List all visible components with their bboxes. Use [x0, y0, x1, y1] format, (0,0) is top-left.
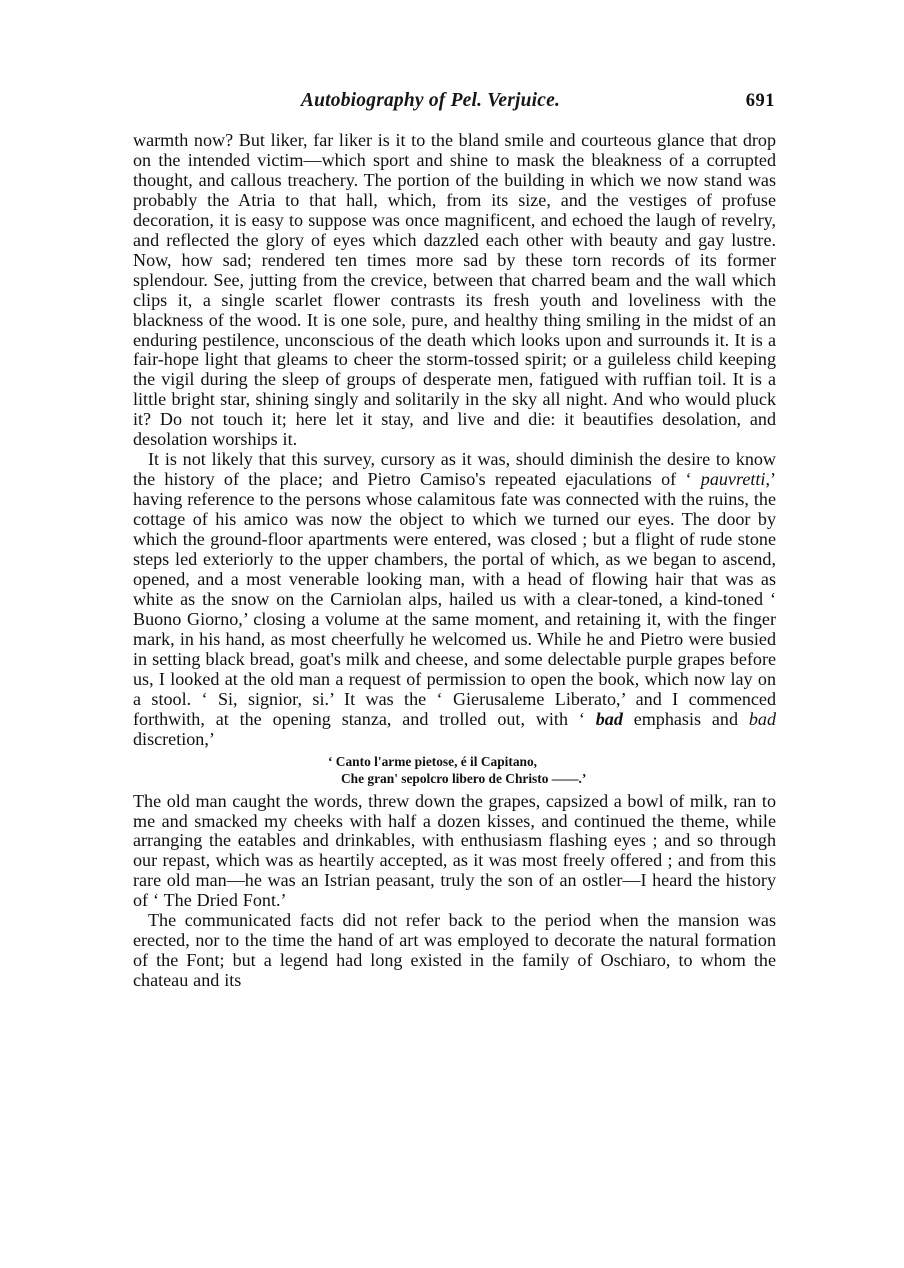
paragraph-2 [133, 450, 776, 749]
paragraph-2-text-a: It is not likely that this survey, cursory as it was, should diminish the desire to know the history of the place; and Pietro Camiso's repeated ejaculations of ‘ [133, 449, 776, 490]
verse-line-2: Che gran' sepolcro libero de Christo ——.’ [341, 771, 587, 787]
paragraph-1-text: warmth now? But liker, far liker is it to the bland smile and courteous glance that drop on the intended victim—which sport and shine to mask the bleakness of a corrupted thought, and callous treachery. The portion of the building in which we now stand was probably the Atria to that hall, which, from its size, and the vestiges of profuse decoration, it is easy to suppose was once magnificent, and echoed the laugh of revelry, and reflected the glory of eyes which dazzled each other with beauty and gay lustre. Now, how sad; rendered ten times more sad by these torn records of its former splendour. See, jutting from the crevice, between that charred beam and the wall which clips it, a single scarlet flower contrasts its fresh youth and loveliness with the blackness of the wood. It is one sole, pure, and healthy thing smiling in the midst of an enduring pestilence, unconscious of the death which looks upon and surrounds it. It is a fair-hope light that gleams to cheer the storm-tossed spirit; or a guileless child keeping the vigil during the sleep of groups of desperate men, fatigued with ruffian toil. It is a little bright star, shining singly and solitarily in the sky all night. And who would pluck it? Do not touch it; here let it stay, and live and die: it beautifies desolation, and desolation worships it. [133, 130, 776, 450]
paragraph-1 [133, 131, 776, 450]
running-head [133, 90, 775, 120]
verse-quotation [133, 750, 776, 792]
page-number: 691 [745, 91, 775, 111]
italic-word-bad-2: bad [748, 708, 777, 729]
paragraph-4 [133, 911, 776, 991]
body-text-block [133, 131, 776, 991]
paragraph-3-text: The old man caught the words, threw down the grapes, capsized a bowl of milk, ran to me and smacked my cheeks with half a dozen kisses, and continued the theme, while arranging the eatables and drinkables, with enthusiasm flashing eyes ; and so through our repast, which was as heartily accepted, as it was most freely offered ; and from this rare old man—he was an Istrian peasant, truly the son of an ostler—I heard the history of ‘ The Dried Font.’ [133, 790, 776, 911]
running-head-title: Autobiography of Pel. Verjuice. [300, 90, 561, 111]
paragraph-3 [133, 792, 776, 912]
paragraph-2-text-c: emphasis and [622, 708, 749, 729]
italic-word-bad-1: bad [595, 708, 623, 729]
verse-line-1: ‘ Canto l'arme pietose, é il Capitano, [328, 753, 538, 769]
paragraph-2-text-b: ,’ having reference to the persons whose calamitous fate was connected with the ruins, the cottage of his amico was now the object to which we turned our eyes. The door by which the ground-floor apartments were entered, was closed ; but a flight of rude stone steps led exteriorly to the upper chambers, the portal of which, as we began to ascend, opened, and a most venerable looking man, with a head of flowing hair that was as white as the snow on the Carniolan alps, hailed us with a clear-toned, a kind-toned ‘ Buono Giorno,’ closing a volume at the same moment, and retaining it, with the finger mark, in his hand, as most cheerfully he welcomed us. While he and Pietro were busied in setting black bread, goat's milk and cheese, and some delectable purple grapes before us, I looked at the old man a request of permission to open the book, which now lay on a stool. ‘ Si, signior, si.’ It was the ‘ Gierusaleme Liberato,’ and I commenced forthwith, at the opening stanza, and trolled out, with ‘ [133, 469, 776, 729]
italic-word-pauvretti: pauvretti [700, 469, 766, 490]
paragraph-4-text: The communicated facts did not refer back to the period when the mansion was erected, nor to the time the hand of art was employed to decorate the natural formation of the Font; but a legend had long existed in the family of Oschiaro, to whom the chateau and its [133, 910, 776, 991]
paragraph-2-text-d: discretion,’ [133, 728, 215, 749]
